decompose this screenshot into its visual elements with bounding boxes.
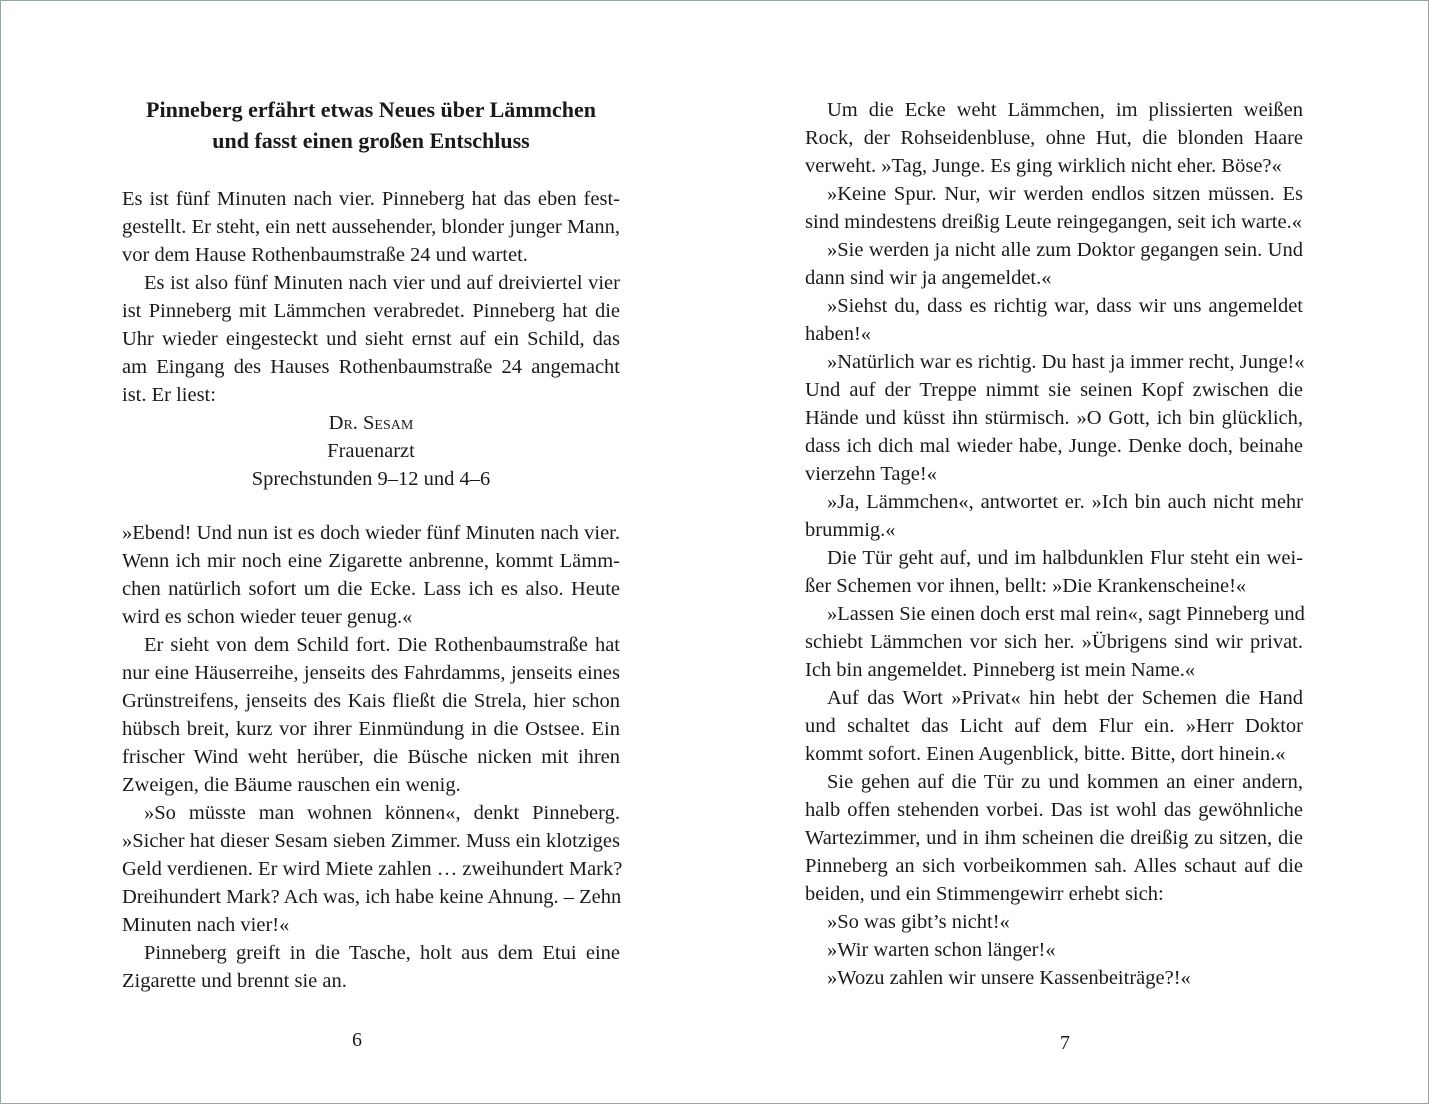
text-line: Es ist also fünf Minuten nach vier und auf dreiviertel vier: [144, 272, 620, 294]
text-line: Wenn ich mir noch eine Zigarette anbrenne, kommt Lämm-: [122, 550, 620, 572]
text-line: chen natürlich sofort um die Ecke. Lass ich es also. Heute: [122, 578, 620, 600]
sign-text-line: Sprechstunden 9–12 und 4–6: [251, 468, 491, 490]
text-line: »Lassen Sie einen doch erst mal rein«, sagt Pinneberg und: [827, 603, 1305, 625]
text-line: kommt sofort. Einen Augenblick, bitte. Bitte, dort hinein.«: [805, 743, 1286, 765]
text-line: gestellt. Er steht, ein nett aussehender, blonder junger Mann,: [122, 216, 620, 238]
text-line: beiden, und ein Stimmengewirr erhebt sich:: [805, 883, 1164, 905]
text-line: »Ebend! Und nun ist es doch wieder fünf Minuten nach vier.: [122, 522, 620, 544]
text-line: am Eingang des Hauses Rothenbaumstraße 24 angemacht: [122, 356, 620, 378]
text-line: ist. Er liest:: [122, 384, 216, 406]
text-line: Uhr wieder eingesteckt und sieht ernst auf ein Schild, das: [122, 328, 620, 350]
text-line: Sie gehen auf die Tür zu und kommen an einer andern,: [827, 771, 1303, 793]
text-line: brummig.«: [805, 519, 896, 541]
text-line: Ich bin angemeldet. Pinneberg ist mein Name.«: [805, 659, 1196, 681]
text-line: ßer Schemen vor ihnen, bellt: »Die Krankenscheine!«: [805, 575, 1247, 597]
text-line: vor dem Hause Rothenbaumstraße 24 und wartet.: [122, 244, 528, 266]
text-line: ist Pinneberg mit Lämmchen verabredet. Pinneberg hat die: [122, 300, 620, 322]
text-line: »Sicher hat dieser Sesam sieben Zimmer. Muss ein klotziges: [122, 830, 620, 852]
text-line: vierzehn Tage!«: [805, 463, 937, 485]
text-line: Es ist fünf Minuten nach vier. Pinneberg hat das eben fest-: [122, 188, 620, 210]
text-line: Minuten nach vier!«: [122, 914, 290, 936]
text-line: Pinneberg an sich vorbeikommen sah. Alles schaut auf die: [805, 855, 1303, 877]
text-line: wird es schon wieder teuer genug.«: [122, 606, 413, 628]
text-line: »Keine Spur. Nur, wir werden endlos sitzen müssen. Es: [827, 183, 1303, 205]
text-line: hübsch breit, kurz vor ihrer Einmündung in die Ostsee. Ein: [122, 718, 620, 740]
text-line: frischer Wind weht herüber, die Büsche nicken mit ihren: [122, 746, 620, 768]
text-line: »Wir warten schon länger!«: [827, 939, 1056, 961]
text-line: Zweigen, die Bäume rauschen ein wenig.: [122, 774, 461, 796]
text-line: halb offen stehenden vorbei. Das ist wohl das gewöhnliche: [805, 799, 1303, 821]
text-line: haben!«: [805, 323, 872, 345]
text-line: sind mindestens dreißig Leute reingegangen, seit ich warte.«: [805, 211, 1302, 233]
text-line: Um die Ecke weht Lämmchen, im plissierten weißen: [827, 99, 1303, 121]
text-line: »Wozu zahlen wir unsere Kassenbeiträge?!«: [827, 967, 1191, 989]
chapter-title-line: und fasst einen großen Entschluss: [212, 128, 530, 153]
text-line: Hände und küsst ihn stürmisch. »O Gott, ich bin glücklich,: [805, 407, 1303, 429]
page-number-right: 7: [1060, 1032, 1070, 1054]
text-line: »Siehst du, dass es richtig war, dass wir uns angemeldet: [827, 295, 1303, 317]
text-line: Die Tür geht auf, und im halbdunklen Flur steht ein wei-: [827, 547, 1303, 569]
text-line: »Natürlich war es richtig. Du hast ja immer recht, Junge!«: [827, 351, 1305, 373]
text-line: »Ja, Lämmchen«, antwortet er. »Ich bin auch nicht mehr: [827, 491, 1303, 513]
text-line: nur eine Häuserreihe, jenseits des Fahrdamms, jenseits eines: [122, 662, 620, 684]
text-line: Geld verdienen. Er wird Miete zahlen … zweihundert Mark?: [122, 858, 623, 880]
text-line: Auf das Wort »Privat« hin hebt der Schemen die Hand: [827, 687, 1303, 709]
left-page-body: [122, 185, 623, 995]
text-line: Wartezimmer, und in ihm scheinen die dreißig zu sitzen, die: [805, 827, 1303, 849]
chapter-title: [122, 94, 620, 156]
text-line: dann sind wir ja angemeldet.«: [805, 267, 1052, 289]
text-line: Er sieht von dem Schild fort. Die Rothenbaumstraße hat: [144, 634, 620, 656]
text-line: dass ich dich mal wieder habe, Junge. Denke doch, beinahe: [805, 435, 1303, 457]
text-line: schiebt Lämmchen vor sich her. »Übrigens sind wir privat.: [805, 631, 1303, 653]
text-line: Rock, der Rohseidenbluse, ohne Hut, die blonden Haare: [805, 127, 1303, 149]
chapter-title-line: Pinneberg erfährt etwas Neues über Lämmchen: [146, 97, 596, 122]
text-line: Und auf der Treppe nimmt sie seinen Kopf zwischen die: [805, 379, 1303, 401]
sign-text-line: Frauenarzt: [327, 440, 415, 462]
text-line: »So müsste man wohnen können«, denkt Pinneberg.: [144, 802, 620, 824]
text-line: Zigarette und brennt sie an.: [122, 970, 347, 992]
text-line: »So was gibt’s nicht!«: [827, 911, 1010, 933]
text-line: und schaltet das Licht auf dem Flur ein. »Herr Doktor: [805, 715, 1303, 737]
blank-line: [122, 493, 620, 519]
right-page-body: [805, 96, 1303, 992]
sign-text-line: Dr. Sesam: [328, 412, 414, 434]
text-line: »Sie werden ja nicht alle zum Doktor gegangen sein. Und: [827, 239, 1303, 261]
text-line: Dreihundert Mark? Ach was, ich habe keine Ahnung. – Zehn: [122, 886, 622, 908]
text-line: Pinneberg greift in die Tasche, holt aus dem Etui eine: [144, 942, 620, 964]
text-line: verweht. »Tag, Junge. Es ging wirklich nicht eher. Böse?«: [805, 155, 1282, 177]
text-line: Grünstreifens, jenseits des Kais fließt die Strela, hier schon: [122, 690, 620, 712]
page-number-left: 6: [352, 1029, 362, 1051]
